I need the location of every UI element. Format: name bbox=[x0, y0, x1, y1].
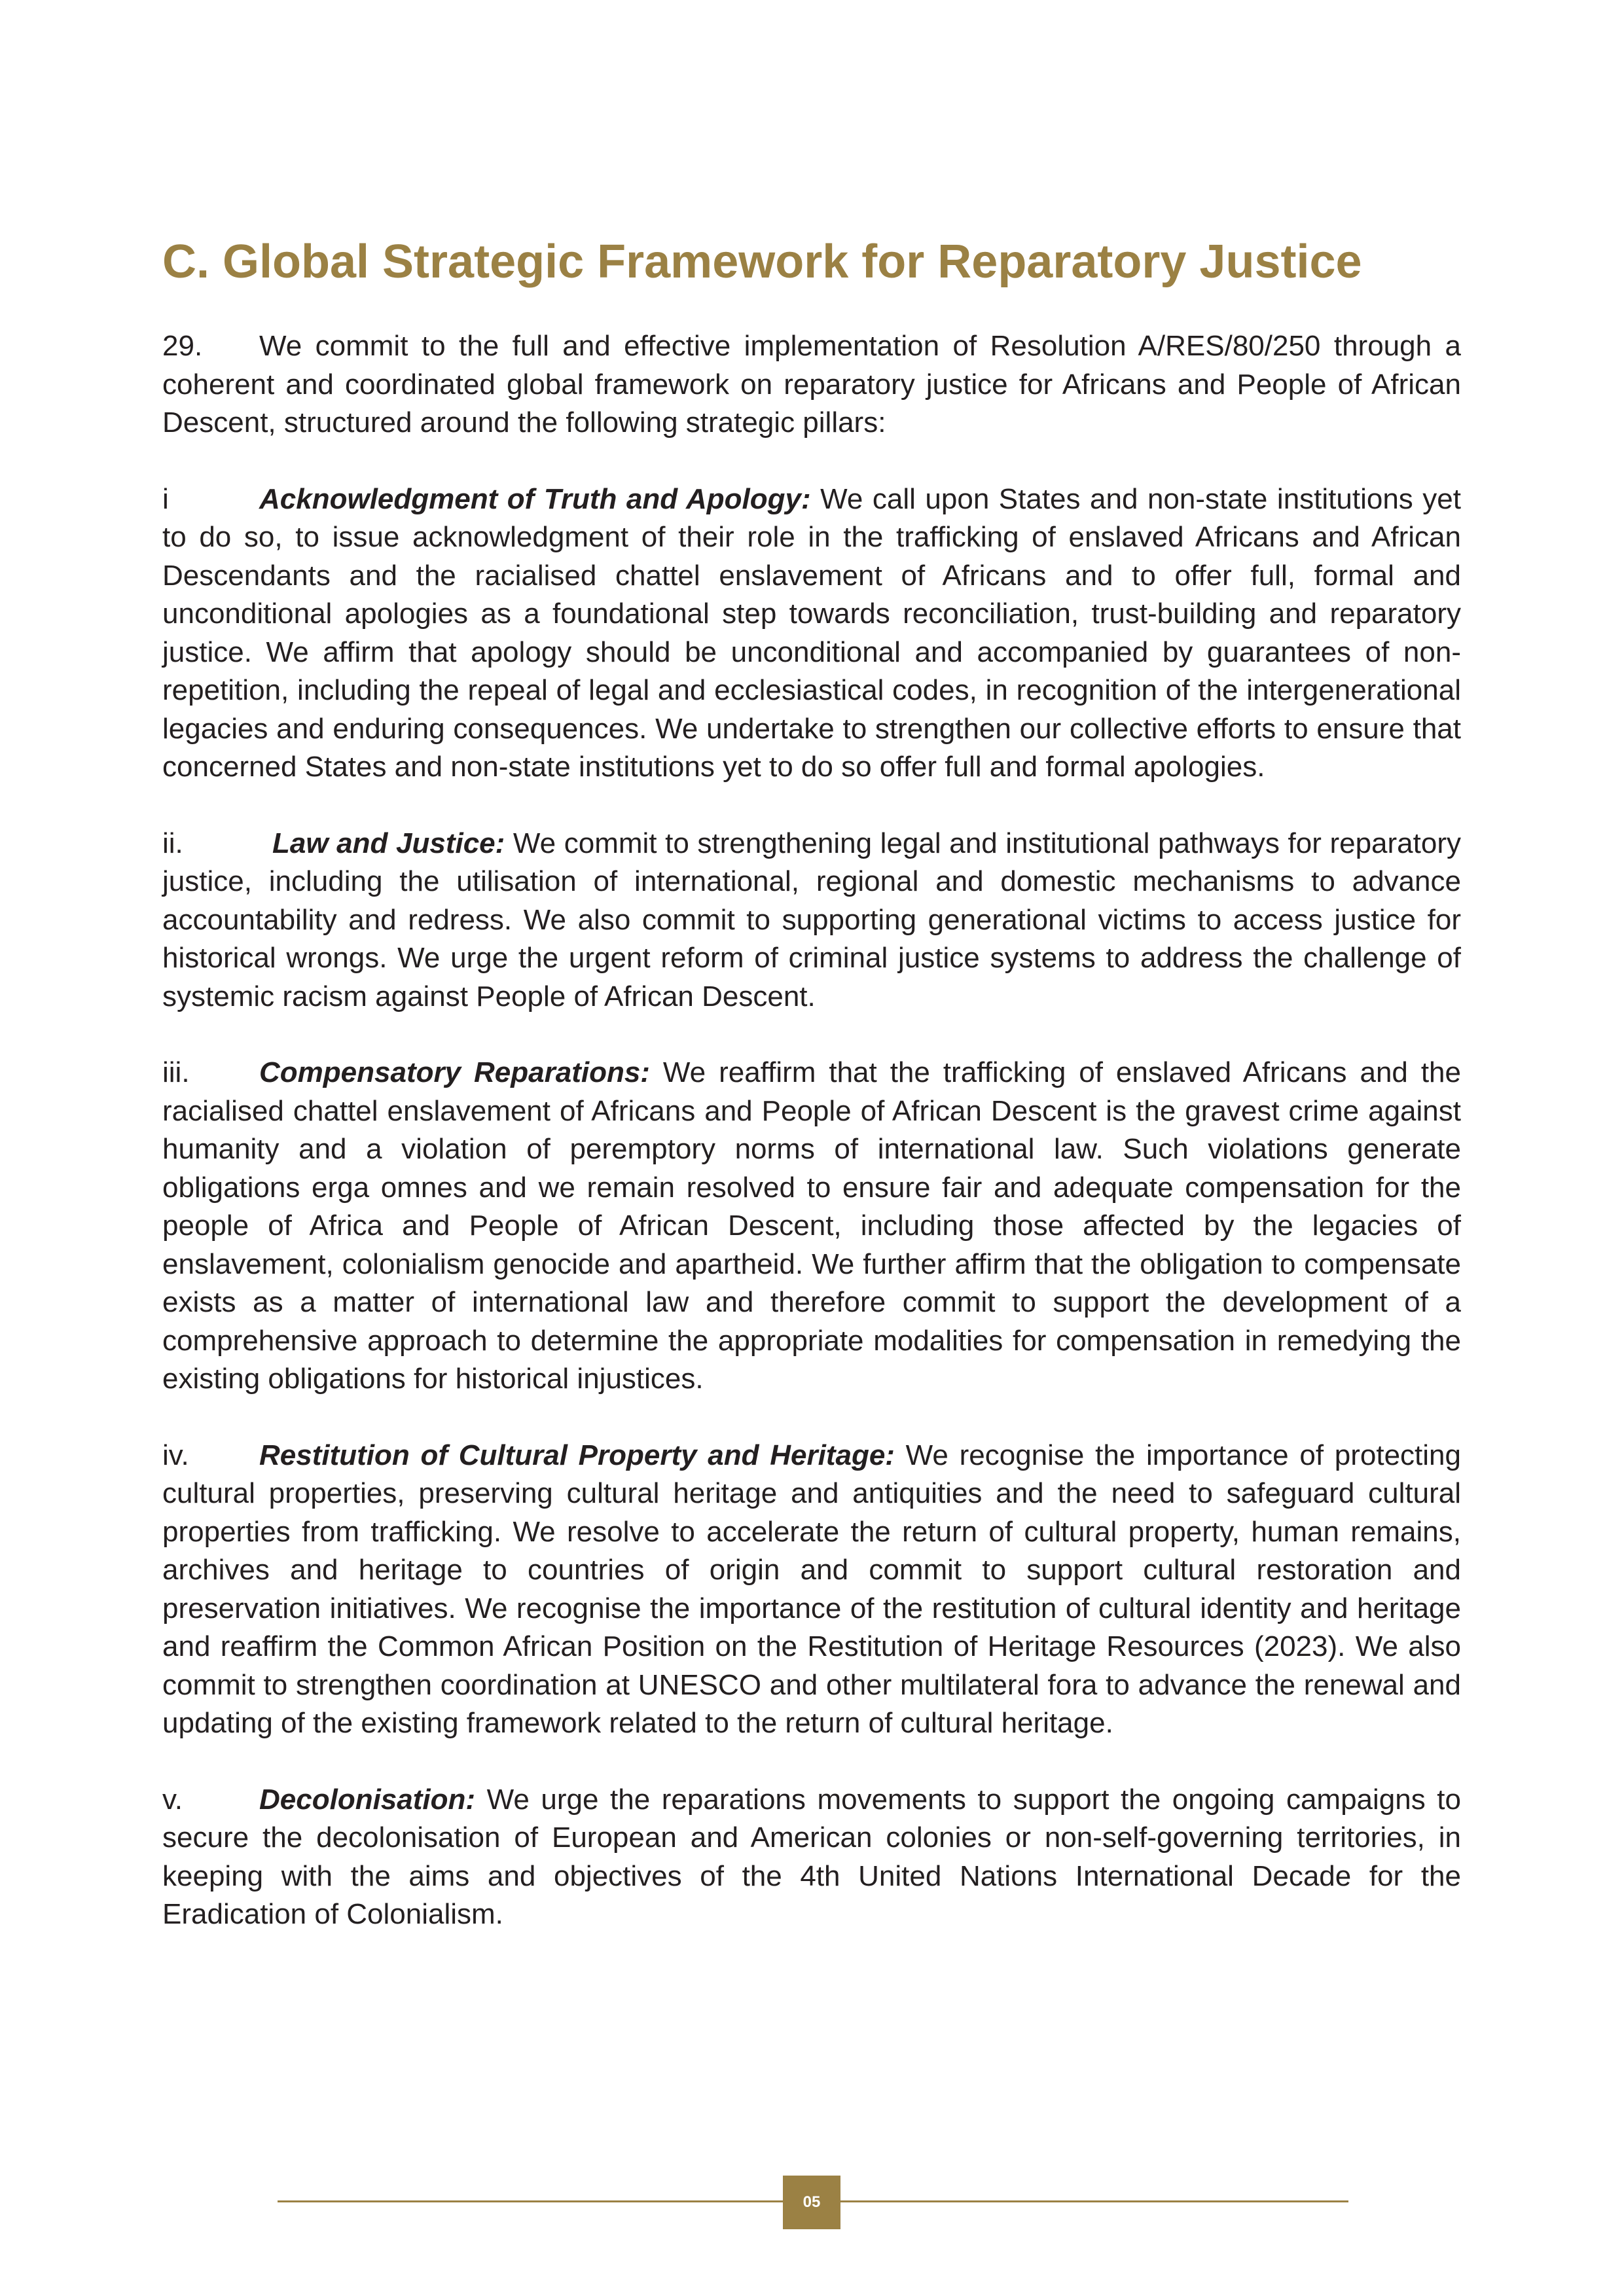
pillar-number: v. bbox=[162, 1783, 183, 1816]
pillar-term: Decolonisation: bbox=[259, 1783, 476, 1816]
pillar-text: We recognise the importance of protecting cultural properties, preserving cultural heritage and antiquities and the need to safeguard cultural properties from trafficking. We resolve to accelerate the return of cultural property, human remains, archives and heritage to countries of origin and commit to support cultural restoration and preservation initiatives. We recognise the importance of the restitution of cultural identity and heritage and reaffirm the Common African Position on the Restitution of Heritage Resources (2023). We also commit to strengthen coordination at UNESCO and other multilateral fora to advance the renewal and updating of the existing framework related to the return of cultural heritage. bbox=[162, 1439, 1461, 1739]
pillar-v bbox=[162, 1781, 1461, 1934]
pillar-text: We urge the reparations movements to support the ongoing campaigns to secure the decolonisation of European and American colonies or non-self-governing territories, in keeping with the aims and objectives of the 4th United Nations International Decade for the Eradication of Colonialism. bbox=[162, 1783, 1461, 1930]
section-heading: C. Global Strategic Framework for Reparatory Justice bbox=[162, 236, 1362, 288]
pillar-number: ii. bbox=[162, 827, 183, 859]
pillar-number: iv. bbox=[162, 1439, 189, 1471]
pillar-term: Law and Justice: bbox=[272, 827, 505, 859]
pillar-term: Acknowledgment of Truth and Apology: bbox=[259, 482, 811, 515]
pillar-iii bbox=[162, 1054, 1461, 1399]
page-number-badge: 05 bbox=[783, 2176, 840, 2229]
pillar-iv bbox=[162, 1437, 1461, 1743]
page-footer bbox=[278, 2170, 1348, 2232]
pillar-text: We call upon States and non-state institutions yet to do so, to issue acknowledgment of their role in the trafficking of enslaved Africans and African Descendants and the racialised chattel enslavement of Africans and to offer full, formal and unconditional apologies as a foundational step towards reconciliation, trust-building and reparatory justice. We affirm that apology should be unconditional and accompanied by guarantees of non-repetition, including the repeal of legal and ecclesiastical codes, in recognition of the intergenerational legacies and enduring consequences. We undertake to strengthen our collective efforts to ensure that concerned States and non-state institutions yet to do so offer full and formal apologies. bbox=[162, 482, 1461, 783]
pillar-i bbox=[162, 480, 1461, 787]
pillar-term: Restitution of Cultural Property and Heritage: bbox=[259, 1439, 895, 1471]
paragraph-29 bbox=[162, 327, 1461, 442]
pillar-ii bbox=[162, 825, 1461, 1016]
pillar-number: i bbox=[162, 482, 169, 515]
paragraph-text: We commit to the full and effective implementation of Resolution A/RES/80/250 through a coherent and coordinated global framework on reparatory justice for Africans and People of African Descent, structured around the following strategic pillars: bbox=[162, 330, 1461, 439]
pillar-number: iii. bbox=[162, 1056, 190, 1088]
document-body bbox=[162, 230, 1461, 1972]
pillar-term: Compensatory Reparations: bbox=[259, 1056, 650, 1088]
pillar-text: We commit to strengthening legal and institutional pathways for reparatory justice, including the utilisation of international, regional and domestic mechanisms to advance accountability and redress. We also commit to supporting generational victims to access justice for historical wrongs. We urge the urgent reform of criminal justice systems to address the challenge of systemic racism against People of African Descent. bbox=[162, 827, 1461, 1013]
paragraph-number: 29. bbox=[162, 330, 203, 362]
pillar-text: We reaffirm that the trafficking of enslaved Africans and the racialised chattel enslavement of Africans and People of African Descent is the gravest crime against humanity and a violation of peremptory norms of international law. Such violations generate obligations erga omnes and we remain resolved to ensure fair and adequate compensation for the people of Africa and People of African Descent, including those affected by the legacies of enslavement, colonialism genocide and apartheid. We further affirm that the obligation to compensate exists as a matter of international law and therefore commit to support the development of a comprehensive approach to determine the appropriate modalities for compensation in remedying the existing obligations for historical injustices. bbox=[162, 1056, 1462, 1395]
